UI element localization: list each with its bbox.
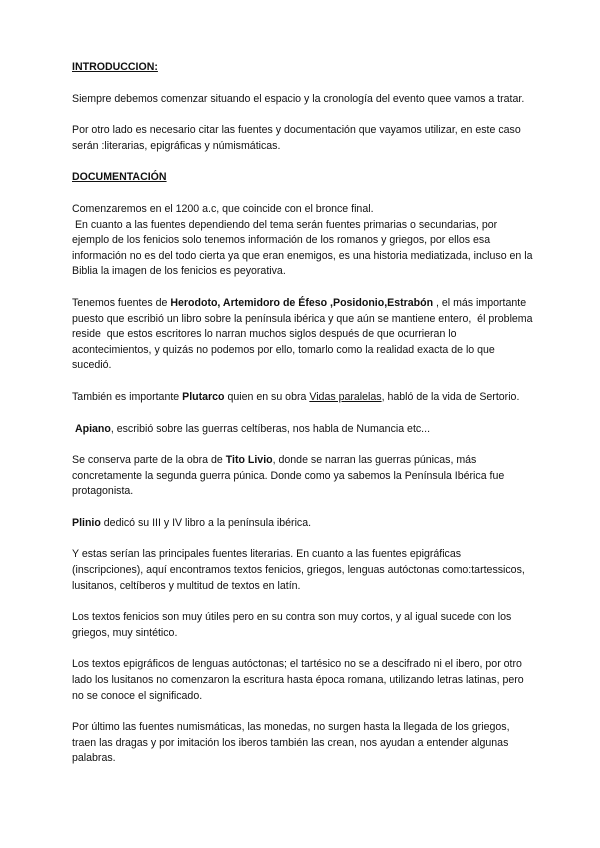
doc-paragraph-epigraphic-sources: Y estas serían las principales fuentes literarias. En cuanto a las fuentes epigráficas (inscripciones), aquí encontramos textos fenicios, griegos, lenguas autóctonas como:tartessicos, lusitanos, celtíberos y multitud de textos en latín.	[72, 548, 525, 592]
tito-livio-intro-text: Se conserva parte de la obra de	[72, 454, 226, 467]
intro-paragraph-1: Siempre debemos comenzar situando el espacio y la cronología del evento quee vamos a tratar.	[72, 92, 525, 105]
plinio-text: dedicó su III y IV libro a la península ibérica.	[100, 516, 312, 529]
plutarco-intro-text: También es importante	[72, 390, 183, 403]
doc-paragraph-numismatic-sources: Por último las fuentes numismáticas, las monedas, no surgen hasta la llegada de los griegos, traen las dragas y por imitación los iberos también las crean, nos ayudan a entender algunas palabras.	[72, 721, 510, 765]
doc-paragraph-phoenician-texts: Los textos fenicios son muy útiles pero en su contra son muy cortos, y al igual sucede con los griegos, muy sintético.	[72, 611, 512, 639]
doc-paragraph-plinio	[72, 516, 534, 532]
apiano-text: , escribió sobre las guerras celtíberas, nos habla de Numancia etc...	[110, 422, 431, 435]
sources-description: , el más importante puesto que escribió un libro sobre la península ibérica y que aún se mantiene entero, él problema reside que estos escritores lo narran muchos siglos después de que ocurrieran lo acontecimientos, y quizás no podemos por ello, tomarlo como la realidad exacta de lo que sucedió.	[72, 296, 536, 372]
plutarco-end-text: , habló de la vida de Sertorio.	[381, 390, 520, 403]
plinio-name: Plinio	[72, 516, 101, 529]
doc-paragraph-1-line-1: Comenzaremos en el 1200 a.c, que coincide con el bronce final.	[72, 202, 374, 215]
apiano-name: Apiano	[74, 422, 111, 435]
tito-livio-name: Tito Livio	[225, 454, 273, 467]
doc-paragraph-apiano	[72, 422, 534, 438]
doc-paragraph-native-languages: Los textos epigráficos de lenguas autóctonas; el tartésico no se a descifrado ni el ibero, por otro lado los lusitanos no comenzaron la escritura hasta época romana, utilizando letras latinas, pero no se conoce el significado.	[72, 658, 524, 702]
document-page	[72, 60, 534, 767]
sources-authors: Herodoto, Artemidoro de Éfeso ,Posidonio,Estrabón	[170, 296, 434, 309]
intro-paragraph-2: Por otro lado es necesario citar las fuentes y documentación que vayamos utilizar, en este caso serán :literarias, epigráficas y númismáticas.	[72, 124, 521, 152]
doc-paragraph-tito-livio	[72, 453, 534, 500]
doc-paragraph-1	[72, 202, 534, 280]
sources-intro-text: Tenemos fuentes de	[72, 296, 171, 309]
doc-paragraph-1-line-2: En cuanto a las fuentes dependiendo del tema serán fuentes primarias o secundarias, por ejemplo de los fenicios solo tenemos información de los romanos y griegos, por ellos esa información no es del todo cierta ya que eran enemigos, es una historia mediatizada, incluso en la Biblia la imagen de los fenicios es peyorativa.	[72, 218, 536, 278]
documentation-heading: DOCUMENTACIÓN	[72, 171, 167, 184]
plutarco-name: Plutarco	[182, 390, 225, 403]
doc-paragraph-sources	[72, 296, 534, 374]
plutarco-mid-text: quien en su obra	[224, 390, 310, 403]
tito-livio-text: , donde se narran las guerras púnicas, más concretamente la segunda guerra púnica. Donde como ya sabemos la Península Ibérica fue protagonista.	[72, 454, 508, 498]
doc-paragraph-plutarco	[72, 390, 534, 406]
intro-heading: INTRODUCCION:	[72, 61, 158, 73]
vidas-paralelas-title: Vidas paralelas	[309, 390, 382, 403]
